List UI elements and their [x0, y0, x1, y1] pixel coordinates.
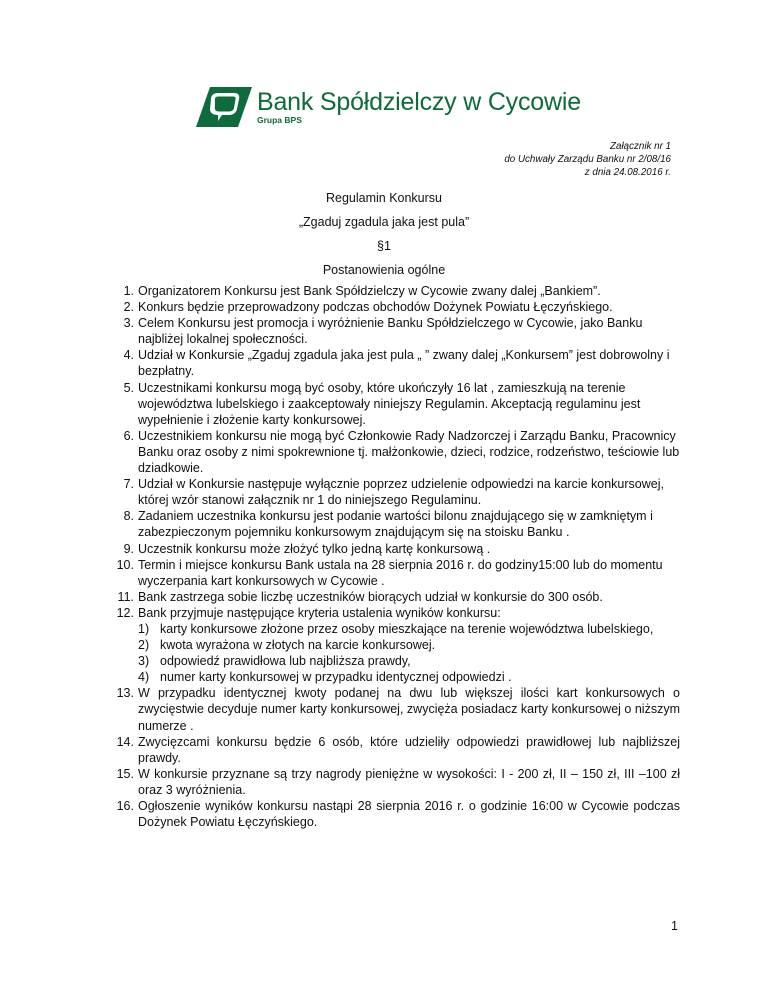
list-item: 4. Udział w Konkursie „Zgaduj zgadula jaka jest pula „ ” zwany dalej „Konkursem” jest dobrowolny i bezpłatny.: [123, 348, 670, 379]
section-number: §1: [377, 239, 391, 253]
bank-emblem-icon: [196, 87, 252, 127]
criteria-item: 2) kwota wyrażona w złotych na karcie konkursowej.: [138, 638, 436, 653]
criteria-list: [138, 621, 680, 685]
annex-note: [504, 140, 671, 179]
list-item: 10. Termin i miejsce konkursu Bank ustala na 28 sierpnia 2016 r. do godziny15:00 lub do momentu wyczerpania kart konkursowych w Cycowie .: [116, 557, 663, 588]
list-item: 5. Uczestnikami konkursu mogą być osoby, które ukończyły 16 lat , zamieszkują na terenie województwa lubelskiego i zaakceptowały niniejszy Regulamin. Akceptacją regulaminu jest wypełnienie i złożenie karty konkursowej.: [123, 380, 641, 427]
annex-line-3: z dnia 24.08.2016 r.: [584, 167, 671, 178]
list-item: 7. Udział w Konkursie następuje wyłącznie poprzez udzielenie odpowiedzi na karcie konkursowej, której wzór stanowi załącznik nr 1 do niniejszego Regulaminu.: [123, 477, 664, 508]
list-item: 13. W przypadku identycznej kwoty podanej na dwu lub większej ilości kart konkursowych o zwycięstwie decyduje numer karty konkursowej, zwycięża posiadacz karty konkursowej o niższym numerze .: [116, 686, 680, 733]
list-item: 1. Organizatorem Konkursu jest Bank Spółdzielczy w Cycowie zwany dalej „Bankiem”.: [123, 284, 601, 298]
list-item: 14. Zwycięzcami konkursu będzie 6 osób, które udzieliły odpowiedzi prawidłowej lub najbliższej prawdy.: [116, 734, 680, 765]
document-title: Regulamin Konkursu: [325, 191, 443, 205]
list-item: 2. Konkurs będzie przeprowadzony podczas obchodów Dożynek Powiatu Łęczyńskiego.: [123, 300, 613, 315]
bank-group-label: Grupa BPS: [257, 115, 302, 125]
annex-line-1: Załącznik nr 1: [610, 141, 671, 152]
rules-list: [112, 283, 680, 830]
list-item: 11. Bank zastrzega sobie liczbę uczestników biorących udział w konkursie do 300 osób.: [117, 589, 603, 604]
page-number: 1: [671, 919, 678, 933]
list-item: 9. Uczestnik konkursu może złożyć tylko jedną kartę konkursową .: [123, 541, 491, 556]
list-item: 8. Zadaniem uczestnika konkursu jest podanie wartości bilonu znajdującego się w zamkniętym i zabezpieczonym pojemniku konkursowym znajdującym się na stoisku Banku .: [123, 509, 653, 540]
criteria-item: 1) karty konkursowe złożone przez osoby mieszkające na terenie województwa lubelskiego,: [138, 621, 654, 636]
list-item: 15. W konkursie przyznane są trzy nagrody pieniężne w wysokości: I - 200 zł, II – 150 zł, III –100 zł oraz 3 wyróżnienia.: [116, 766, 680, 797]
list-item: 6. Uczestnikiem konkursu nie mogą być Członkowie Rady Nadzorczej i Zarządu Banku, Pracownicy Banku oraz osoby z nimi spokrewnione tj. małżonkowie, dzieci, rodzice, rodzeństwo, teściowie lub dziadkowie.: [123, 428, 680, 476]
list-item: 16. Ogłoszenie wyników konkursu nastąpi 28 sierpnia 2016 r. o godzinie 16:00 w Cycowie podczas Dożynek Powiatu Łęczyńskiego.: [116, 799, 680, 830]
section-title: Postanowienia ogólne: [322, 263, 446, 277]
bank-name: Bank Spółdzielczy w Cycowie: [257, 88, 581, 116]
list-item: 3. Celem Konkursu jest promocja i wyróżnienie Banku Spółdzielczego w Cycowie, jako Banku najbliżej lokalnej społeczności.: [123, 316, 643, 347]
list-item: 12. Bank przyjmuje następujące kryteria ustalenia wyników konkursu: 1) karty konkursowe złożone przez osoby mieszkające na terenie województwa lubelskiego, 2) kwota wyrażona w złotych na karcie konkursowej. 3) odpowiedź prawidłowa lub najbliższa prawdy, 4) numer karty konkursowej w przypadku identycznej odpowiedzi .: [112, 605, 680, 685]
contest-name: „Zgaduj zgadula jaka jest pula”: [298, 215, 470, 229]
annex-line-2: do Uchwały Zarządu Banku nr 2/08/16: [504, 154, 671, 165]
criteria-item: 4) numer karty konkursowej w przypadku identycznej odpowiedzi .: [138, 670, 512, 685]
criteria-item: 3) odpowiedź prawidłowa lub najbliższa prawdy,: [138, 654, 411, 669]
